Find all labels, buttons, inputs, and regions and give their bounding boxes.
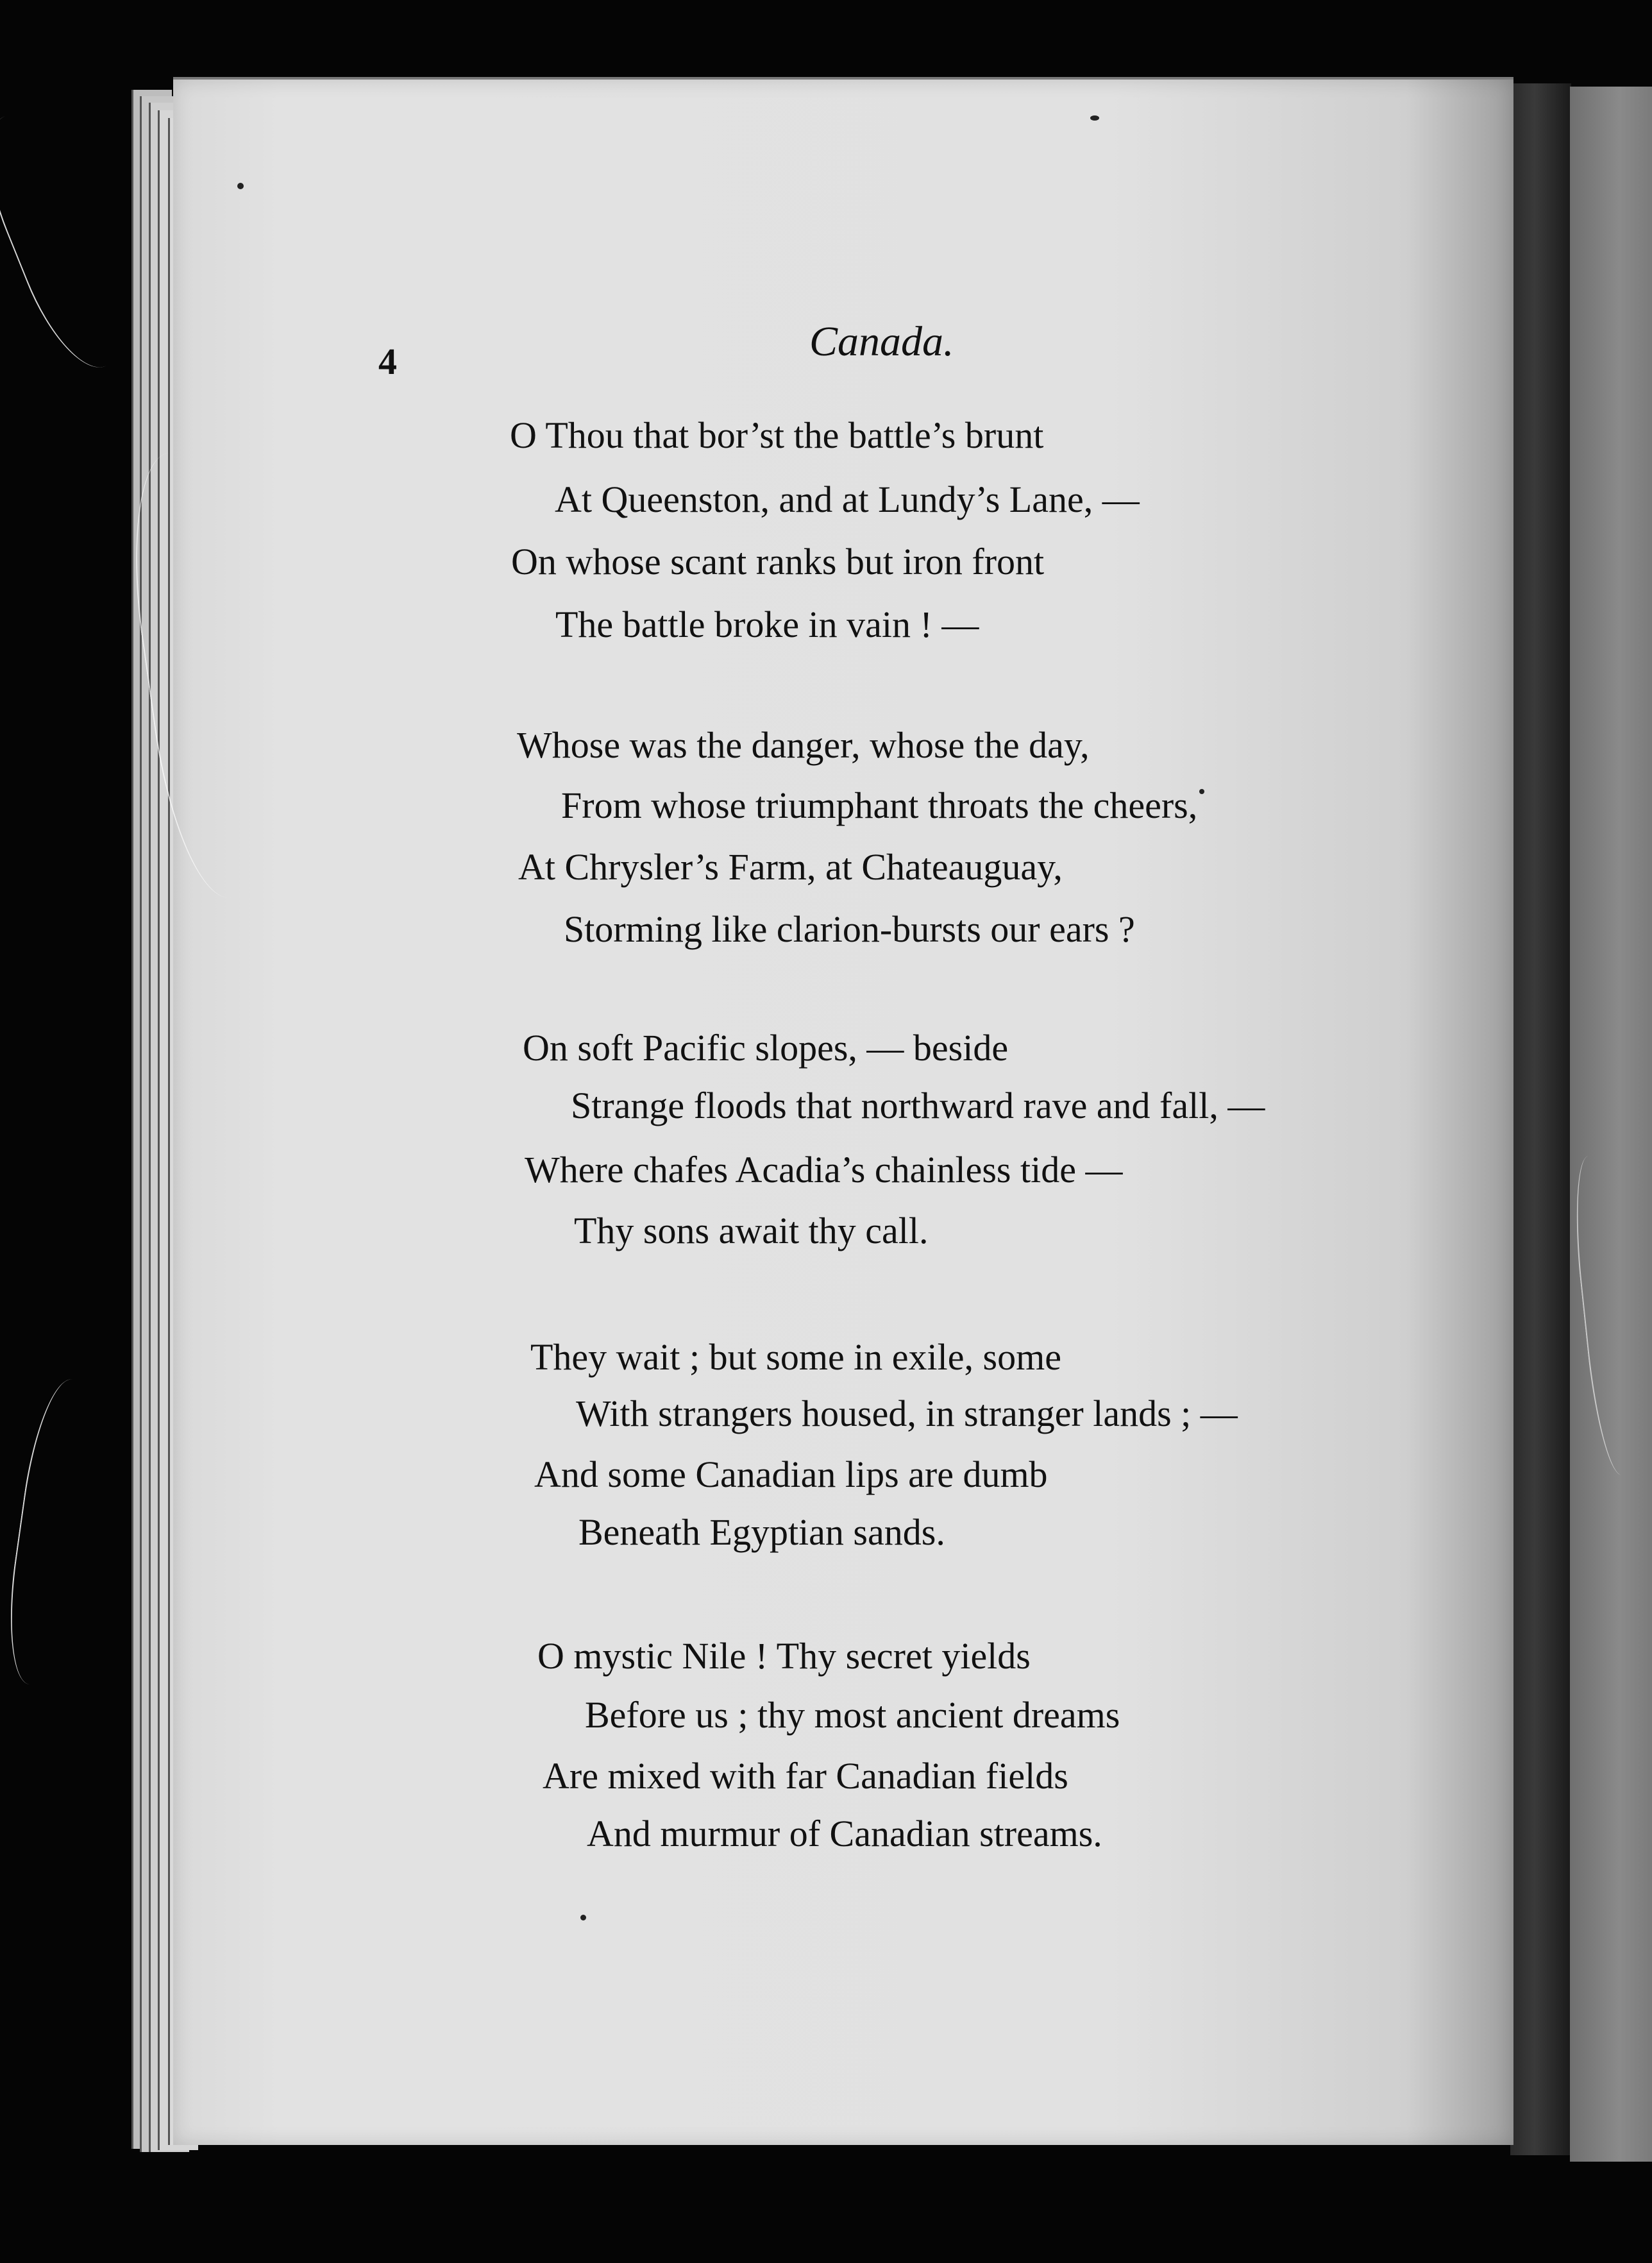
poem-line: Thy sons await thy call. — [574, 1210, 929, 1251]
poem-line: O mystic Nile ! Thy secret yields — [537, 1635, 1031, 1677]
dust-speck — [1199, 789, 1204, 794]
facing-page-edge — [1570, 87, 1652, 2162]
scan-scratch — [0, 1375, 119, 1691]
poem-line: At Queenston, and at Lundy’s Lane, — — [555, 479, 1140, 520]
poem-line: Whose was the danger, whose the day, — [517, 724, 1090, 766]
poem-line: And some Canadian lips are dumb — [534, 1454, 1048, 1495]
poem-line: At Chrysler’s Farm, at Chateauguay, — [518, 846, 1063, 888]
poem-line: Before us ; thy most ancient dreams — [585, 1694, 1120, 1736]
poem-line: On soft Pacific slopes, — beside — [523, 1027, 1009, 1069]
poem-line: Are mixed with far Canadian fields — [543, 1755, 1068, 1797]
dust-speck — [580, 1915, 586, 1920]
poem-line: The battle broke in vain ! — — [555, 604, 979, 645]
running-head: Canada. — [809, 318, 954, 365]
poem-line: Beneath Egyptian sands. — [578, 1511, 945, 1553]
poem-line: Strange floods that northward rave and fall, — — [571, 1085, 1265, 1126]
page-number: 4 — [378, 341, 397, 382]
dust-speck — [237, 183, 244, 189]
poem-line: Where chafes Acadia’s chainless tide — — [525, 1149, 1123, 1191]
dust-speck — [1090, 115, 1099, 121]
poem-line: Storming like clarion-bursts our ears ? — [564, 908, 1135, 950]
poem-line: And murmur of Canadian streams. — [587, 1813, 1102, 1854]
poem-line: From whose triumphant throats the cheers, — [561, 784, 1198, 826]
poem-line: O Thou that bor’st the battle’s brunt — [510, 414, 1044, 456]
poem-line: With strangers housed, in stranger lands ; — — [576, 1393, 1238, 1434]
poem-line: On whose scant ranks but iron front — [511, 541, 1045, 582]
poem-line: They wait ; but some in exile, some — [530, 1336, 1061, 1378]
binding-gutter — [1510, 83, 1571, 2155]
